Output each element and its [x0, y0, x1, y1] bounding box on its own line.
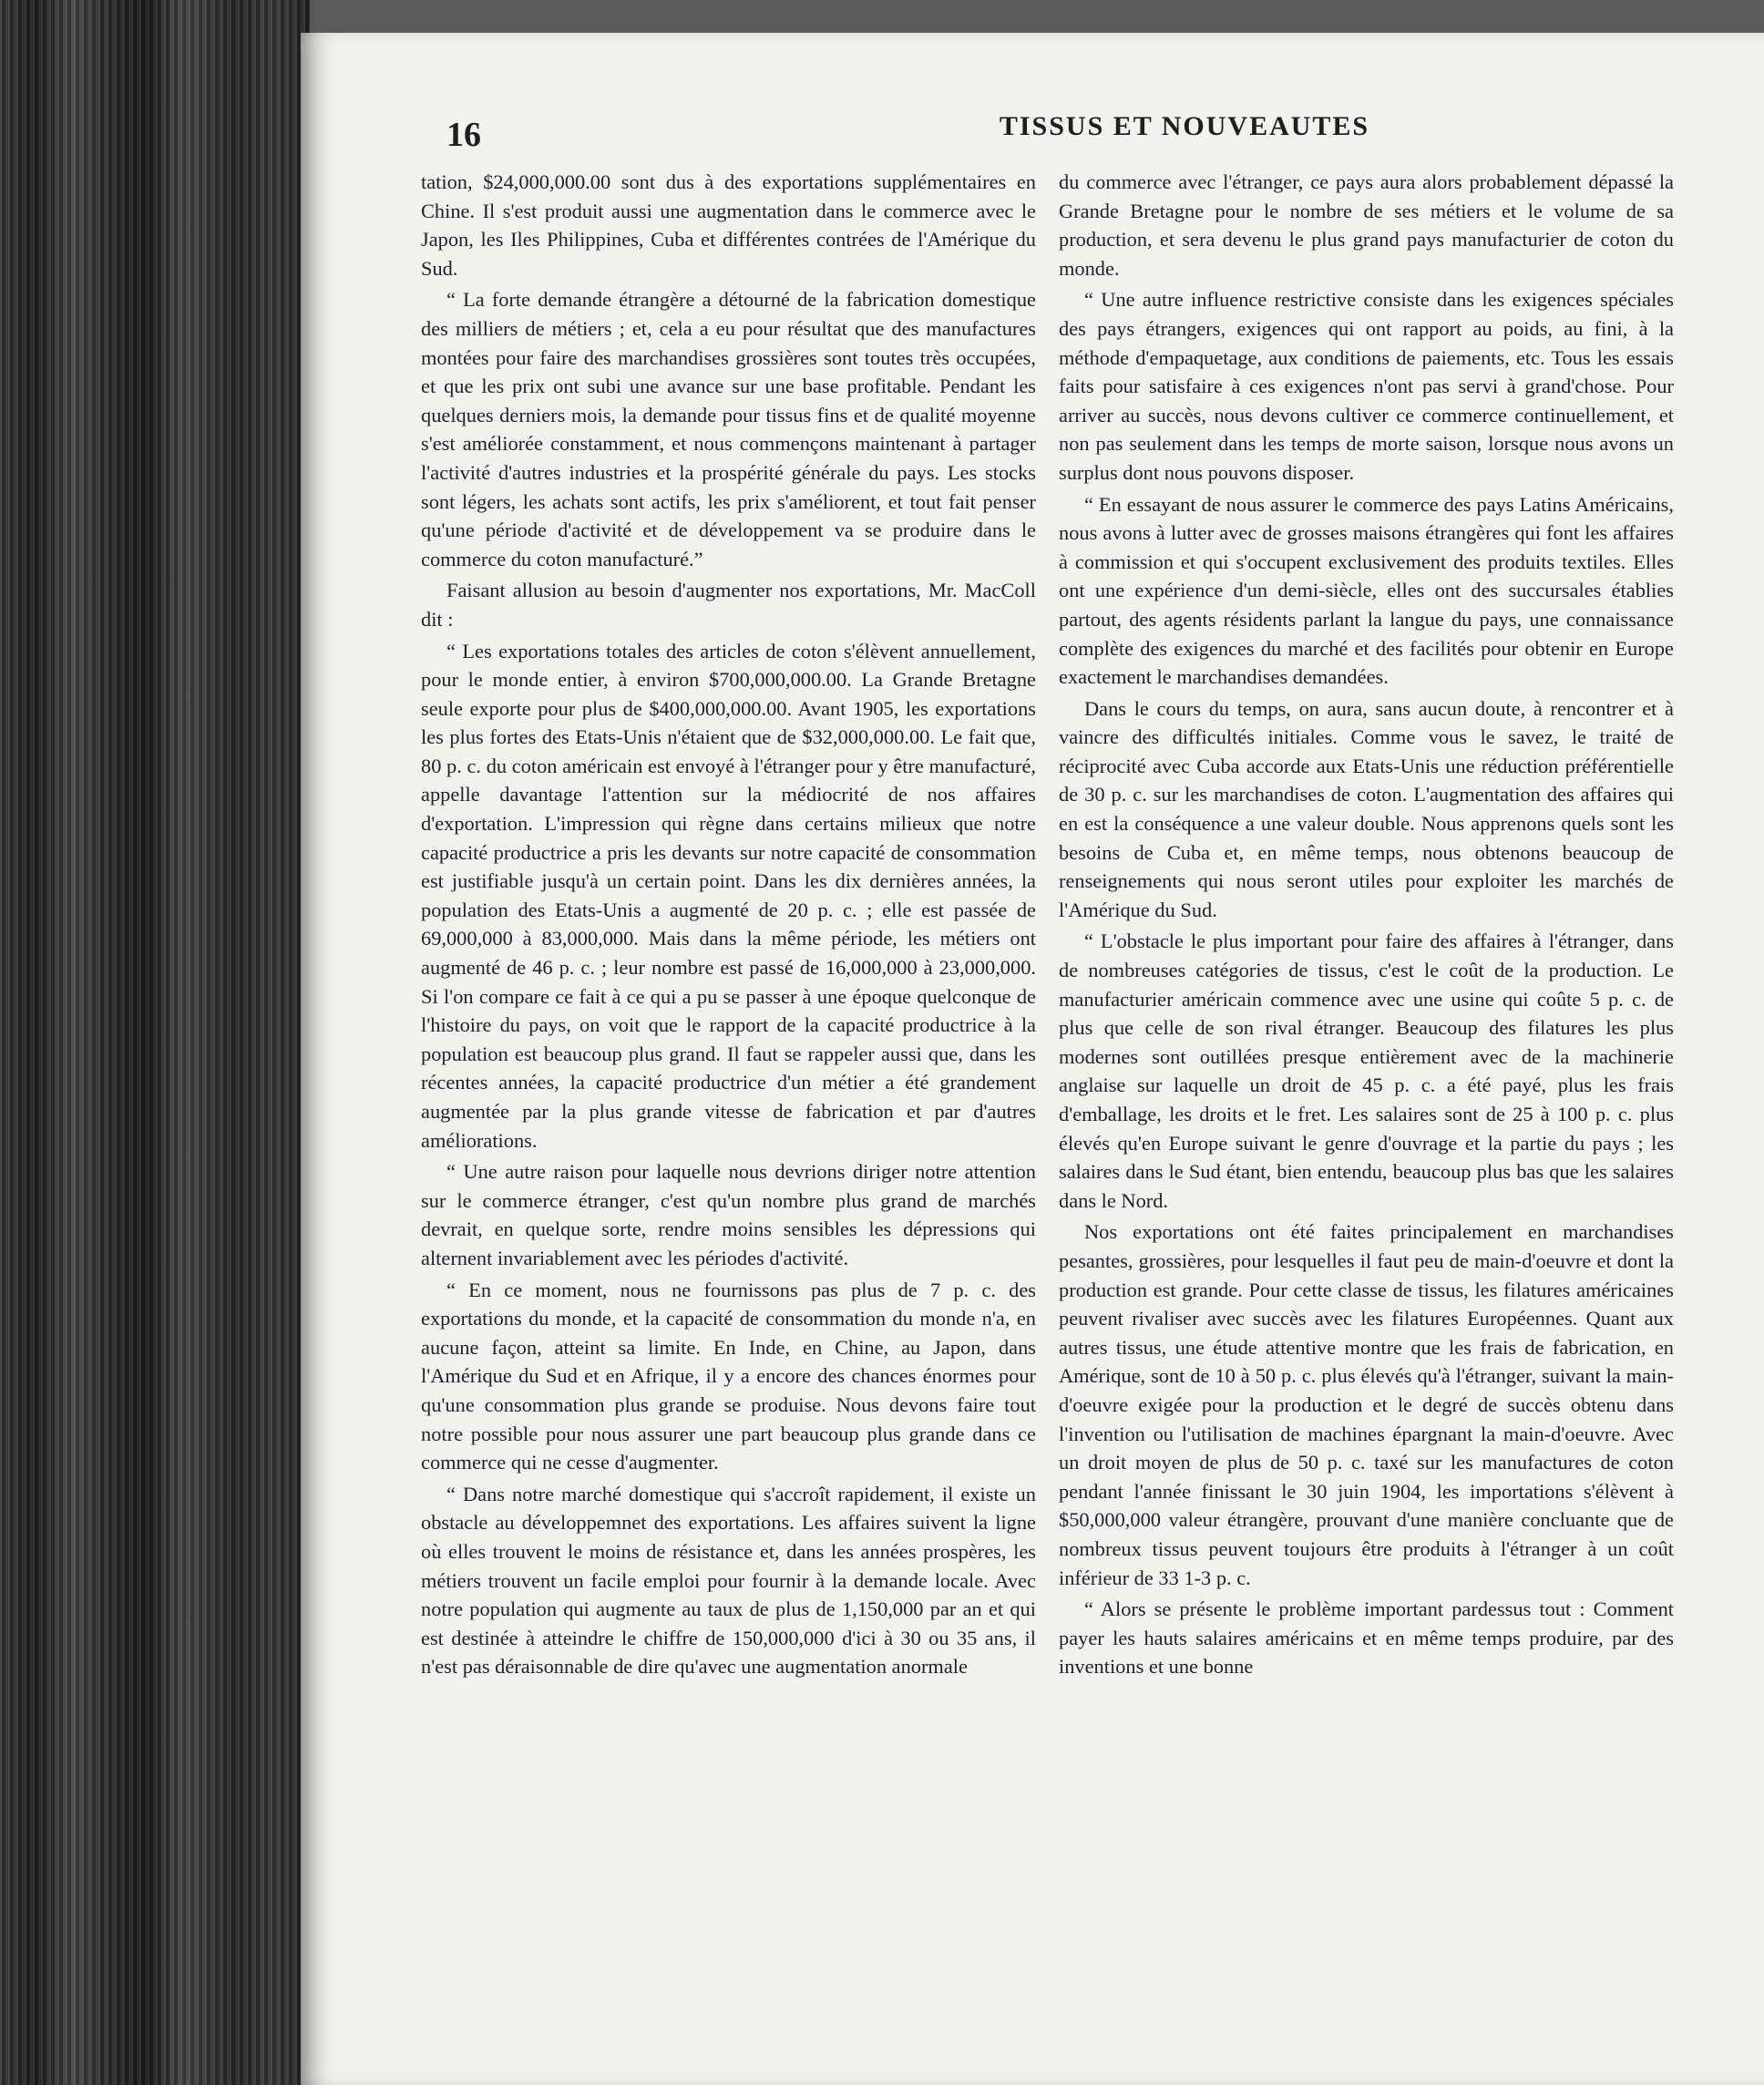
page-number: 16: [446, 116, 481, 154]
left-column: [421, 168, 1036, 1681]
running-title: TISSUS ET NOUVEAUTES: [999, 111, 1370, 141]
paragraph: “ L'obstacle le plus important pour faire des affaires à l'étranger, dans de nombreuses catégories de tissus, c'est le coût de la production. Le manufacturier américain commence avec une usine qui coûte 5 p. c. de plus que celle de son rival étranger. Beaucoup des filatures les plus modernes sont outillées presque entièrement avec de la machinerie anglaise sur laquelle un droit de 45 p. c. a été payé, plus les frais d'emballage, les droits et le fret. Les salaires sont de 25 à 100 p. c. plus élevés qu'en Europe suivant le genre d'ouvrage et la partie du pays ; les salaires dans le Sud étant, bien entendu, beaucoup plus bas que les salaires dans le Nord.: [1059, 930, 1674, 1212]
paragraph: Nos exportations ont été faites principalement en marchandises pesantes, grossières, pour lesquelles il faut peu de main-d'oeuvre et dont la production est grande. Pour cette classe de tissus, les filatures américaines peuvent rivaliser avec succès avec les filatures Européennes. Quant aux autres tissus, une étude attentive montre que les frais de fabrication, en Amérique, sont de 10 à 50 p. c. plus élevés qu'à l'étranger, suivant la main-d'oeuvre exigée pour la production et le degré de succès obtenu dans l'invention ou l'utilisation de machines épargnant la main-d'oeuvre. Avec un droit moyen de plus de 50 p. c. taxé sur les manufactures de coton pendant l'année finissant le 30 juin 1904, les importations s'élèvent à $50,000,000 valeur étrangère, prouvant d'une manière concluante que de nombreux tissus peuvent toujours être produits à l'étranger à un coût inférieur de 33 1-3 p. c.: [1059, 1220, 1674, 1589]
paragraph: “ En ce moment, nous ne fournissons pas plus de 7 p. c. des exportations du monde, et la capacité de consommation du monde n'a, en aucune façon, atteint sa limite. En Inde, en Chine, au Japon, dans l'Amérique du Sud et en Afrique, il y a encore des chances énormes pour qu'une consommation plus grande se produise. Nous devons faire tout notre possible pour nous assurer une part beaucoup plus grande dans ce commerce qui ne cesse d'augmenter.: [421, 1278, 1036, 1474]
paragraph: du commerce avec l'étranger, ce pays aura alors probablement dépassé la Grande Bretagne pour le nombre de ses métiers et le volume de sa production, et sera devenu le plus grand pays manufacturier de coton du monde.: [1059, 170, 1674, 280]
paragraph: “ La forte demande étrangère a détourné de la fabrication domestique des milliers de métiers ; et, cela a eu pour résultat que des manufactures montées pour faire des marchandises grossières sont toutes très occupées, et que les prix ont subi une avance sur une base profitable. Pendant les quelques derniers mois, la demande pour tissus fins et de qualité moyenne s'est améliorée constamment, et nous commençons maintenant à partager l'activité d'autres industries et la prospérité générale du pays. Les stocks sont légers, les achats sont actifs, les prix s'améliorent, et tout fait penser qu'une période d'activité et de développement va se produire dans le commerce du coton manufacturé.”: [421, 288, 1036, 570]
paragraph: “ En essayant de nous assurer le commerce des pays Latins Américains, nous avons à lutter avec de grosses maisons étrangères qui font les affaires à commission et qui s'occupent exclusivement des produits textiles. Elles ont une expérience d'un demi-siècle, elles ont des succursales établies partout, des agents résidents parlant la langue du pays, une connaissance complète des exigences du marché et des facilités pour obtenir en Europe exactement le marchandises demandées.: [1059, 492, 1674, 689]
paragraph: “ Dans notre marché domestique qui s'accroît rapidement, il existe un obstacle au développemnet des exportations. Les affaires suivent la ligne où elles trouvent le moins de résistance et, dans les années prospères, les métiers trouvent un facile emploi pour fournir à la demande locale. Avec notre population qui augmente au taux de plus de 1,150,000 par an et qui est destinée à atteindre le chiffre de 150,000,000 d'ici à 30 ou 35 ans, il n'est pas déraisonnable de dire qu'avec une augmentation anormale: [421, 1482, 1036, 1679]
paragraph: Dans le cours du temps, on aura, sans aucun doute, à rencontrer et à vaincre des difficultés initiales. Comme vous le savez, le traité de réciprocité avec Cuba accorde aux Etats-Unis une réduction préférentielle de 30 p. c. sur les marchandises de coton. L'augmentation des affaires qui en est la conséquence a une valeur double. Nous apprenons quels sont les besoins de Cuba et, en même temps, nous obtenons beaucoup de renseignements qui nous seront utiles pour exploiter les marchés de l'Amérique du Sud.: [1059, 696, 1674, 921]
paragraph: “ Une autre influence restrictive consiste dans les exigences spéciales des pays étrangers, exigences qui ont rapport au poids, au fini, à la méthode d'empaquetage, aux conditions de paiements, etc. Tous les essais faits pour satisfaire à ces exigences n'ont pas servi à grand'chose. Pour arriver au succès, nous devons cultiver ce commerce continuellement, et non pas seulement dans les temps de morte saison, lorsque nous avons un surplus dont nous pouvons disposer.: [1059, 288, 1674, 484]
scan-top-edge: [310, 0, 1764, 36]
paragraph: tation, $24,000,000.00 sont dus à des exportations supplémentaires en Chine. Il s'est produit aussi une augmentation dans le commerce avec le Japon, les Iles Philippines, Cuba et différentes contrées de l'Amérique du Sud.: [421, 170, 1036, 280]
paragraph: “ Une autre raison pour laquelle nous devrions diriger notre attention sur le commerce étranger, c'est qu'un nombre plus grand de marchés devrait, en quelque sorte, rendre moins sensibles les dépressions qui alternent invariablement avec les périodes d'activité.: [421, 1160, 1036, 1269]
right-column: [1059, 168, 1674, 1681]
paragraph: Faisant allusion au besoin d'augmenter nos exportations, Mr. MacColl dit :: [421, 579, 1036, 631]
book-page: [301, 33, 1764, 2085]
paragraph: “ Alors se présente le problème important pardessus tout : Comment payer les hauts salaires américains et en même temps produire, par des inventions et une bonne: [1059, 1597, 1674, 1679]
paragraph: “ Les exportations totales des articles de coton s'élèvent annuellement, pour le monde entier, à environ $700,000,000.00. La Grande Bretagne seule exporte pour plus de $400,000,000.00. Avant 1905, les exportations les plus fortes des Etats-Unis n'étaient que de $32,000,000.00. Le fait que, 80 p. c. du coton américain est envoyé à l'étranger pour y être manufacturé, appelle davantage l'attention sur la médiocrité de nos affaires d'exportation. L'impression qui règne dans certains milieux que notre capacité productrice a pris les devants sur notre capacité de consommation est justifiable jusqu'à un certain point. Dans les dix dernières années, la population des Etats-Unis a augmenté de 20 p. c. ; elle est passée de 69,000,000 à 83,000,000. Mais dans la même période, les métiers ont augmenté de 46 p. c. ; leur nombre est passé de 16,000,000 à 23,000,000. Si l'on compare ce fait à ce qui a pu se passer à une époque quelconque de l'histoire du pays, on voit que le rapport de la capacité productrice à la population est beaucoup plus grand. Il faut se rappeler aussi que, dans les récentes années, la capacité productrice d'un métier a été grandement augmentée par la plus grande vitesse de fabrication et par d'autres améliorations.: [421, 639, 1036, 1152]
